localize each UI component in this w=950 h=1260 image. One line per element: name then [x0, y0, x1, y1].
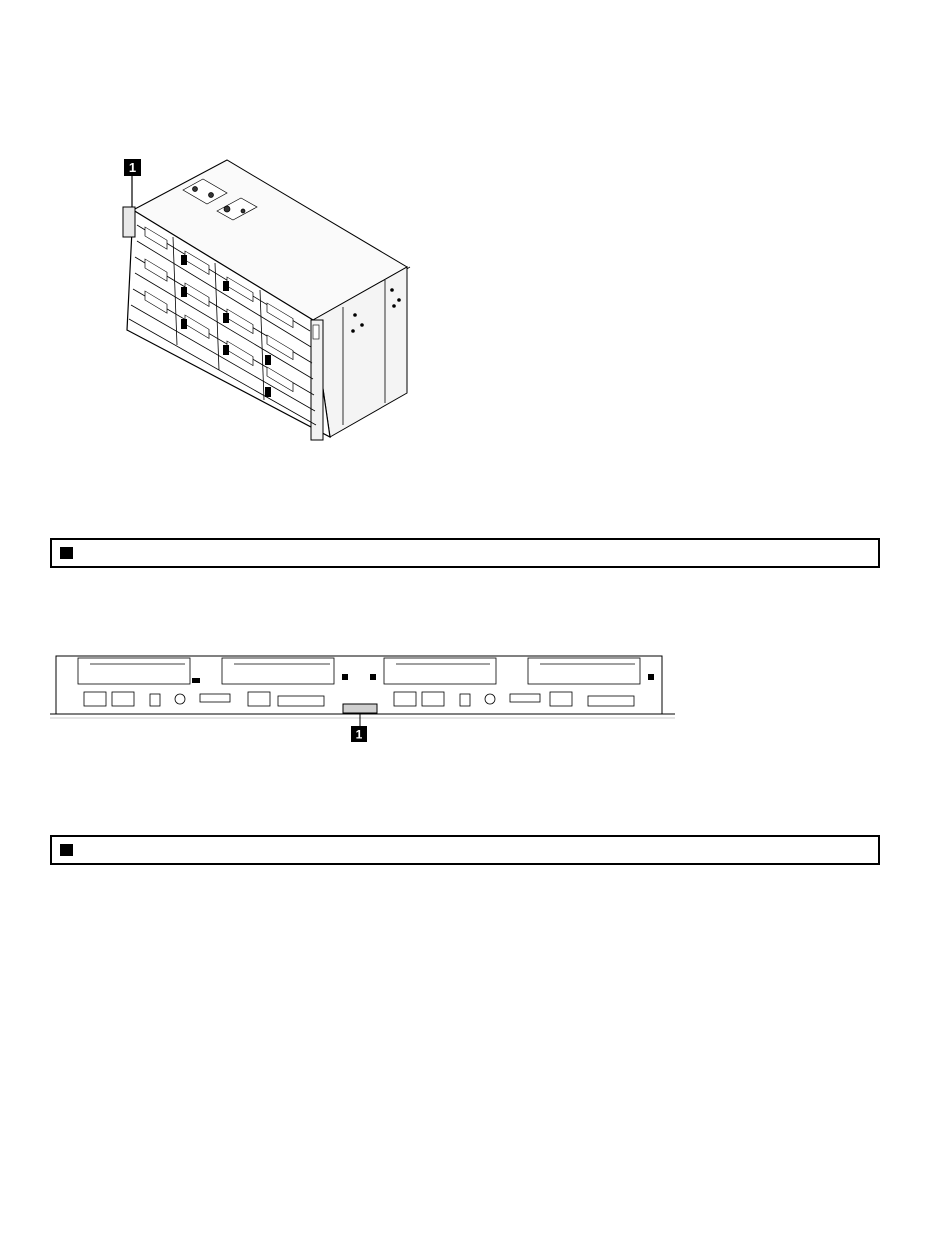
callout-legend-row	[50, 835, 880, 865]
chassis-rear-illustration	[50, 650, 675, 745]
callout-marker-1	[351, 726, 367, 742]
callout-number: 1	[128, 160, 137, 175]
chassis-handle	[123, 207, 135, 237]
black-square-icon	[60, 547, 73, 559]
rear-label-slot	[343, 704, 377, 713]
black-square-icon	[60, 844, 73, 856]
chassis-front-illustration	[115, 155, 425, 455]
callout-marker-1	[124, 159, 141, 210]
callout-number: 1	[355, 727, 363, 742]
callout-legend-row	[50, 538, 880, 568]
